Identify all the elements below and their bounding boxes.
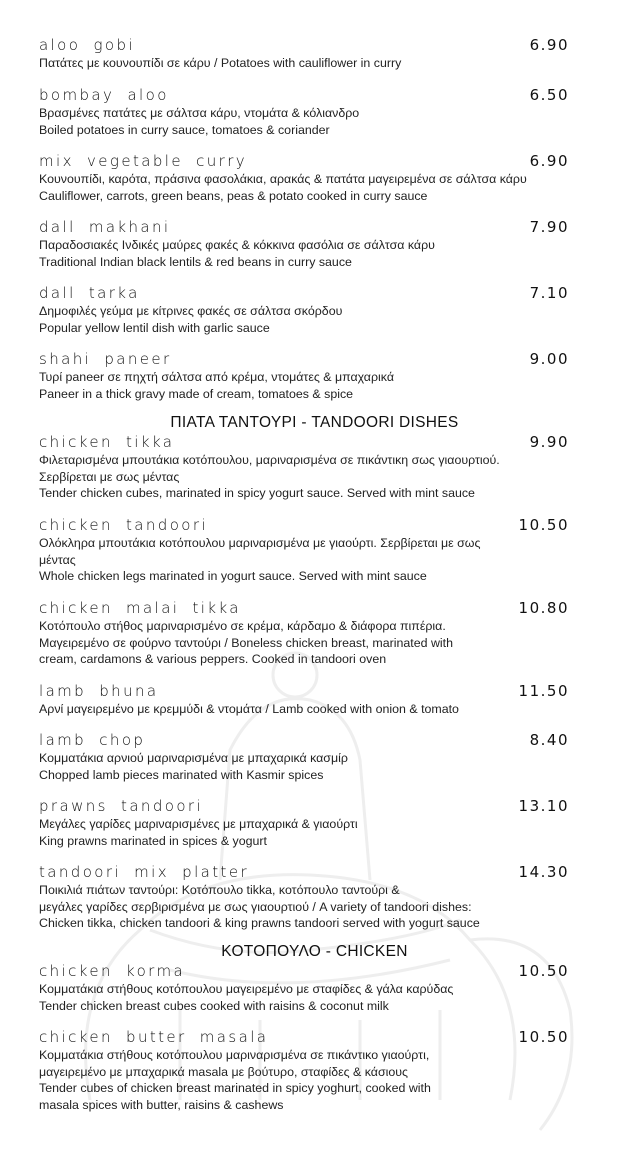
menu-item [39, 797, 569, 849]
item-price: 13.10 [518, 797, 569, 815]
item-name: dall tarka [39, 284, 140, 302]
item-description: Κουνουπίδι, καρότα, πράσινα φασολάκια, αρακάς & πατάτα μαγειρεμένα σε σάλτσα κάρυ [39, 172, 527, 186]
item-price: 10.80 [518, 599, 569, 617]
item-name: bombay aloo [39, 86, 169, 104]
item-description: Popular yellow lentil dish with garlic sauce [39, 320, 270, 335]
section-title-tandoori: ΠΙΑΤΑ ΤΑΝΤΟΥΡΙ - TANDOORI DISHES [170, 414, 459, 431]
menu-item [39, 36, 569, 72]
item-description: Boiled potatoes in curry sauce, tomatoes & coriander [39, 122, 330, 137]
item-description: Κοτόπουλο στήθος μαριναρισμένο σε κρέμα, κάρδαμο & διάφορα πιπέρια. [39, 619, 446, 633]
item-description: Πατάτες με κουνουπίδι σε κάρυ / Potatoes with cauliflower in curry [39, 56, 402, 70]
item-description: Βρασμένες πατάτες με σάλτσα κάρυ, ντομάτα & κόλιανδρο [39, 106, 360, 120]
item-name: dall makhani [39, 218, 171, 236]
item-description: Μαγειρεμένο σε φούρνο ταντούρι / Boneless chicken breast, marinated with [39, 635, 453, 650]
item-name: chicken korma [39, 962, 186, 980]
item-description: masala spices with butter, raisins & cashews [39, 1097, 284, 1112]
menu-item [39, 433, 569, 502]
item-price: 10.50 [518, 962, 569, 980]
menu-item [39, 284, 569, 336]
menu-item [39, 682, 569, 718]
item-name: chicken tandoori [39, 516, 209, 534]
item-description: Paneer in a thick gravy made of cream, tomatoes & spice [39, 386, 354, 401]
item-price: 8.40 [529, 731, 569, 749]
item-description: Traditional Indian black lentils & red beans in curry sauce [39, 254, 352, 269]
item-price: 7.10 [529, 284, 569, 302]
menu-item [39, 1028, 569, 1113]
item-description: Chicken tikka, chicken tandoori & king prawns tandoori served with yogurt sauce [39, 916, 480, 931]
menu-item [39, 962, 569, 1014]
item-description: Tender cubes of chicken breast marinated in spicy yoghurt, cooked with [39, 1081, 431, 1096]
item-name: aloo gobi [39, 36, 135, 54]
item-description: μαγειρεμένο με μπαχαρικά masala με βούτυρο, σταφίδες & κάσιους [39, 1064, 408, 1079]
item-description: Παραδοσιακές Ινδικές μαύρες φακές & κόκκινα φασόλια σε σάλτσα κάρυ [39, 238, 435, 252]
menu-item [39, 350, 569, 402]
item-description: Whole chicken legs marinated in yogurt sauce. Served with mint sauce [39, 569, 427, 584]
item-description: Αρνί μαγειρεμένο με κρεμμύδι & ντομάτα / Lamb cooked with onion & tomato [39, 702, 459, 716]
item-name: lamb chop [39, 731, 146, 749]
item-price: 9.00 [529, 350, 569, 368]
item-price: 6.90 [529, 152, 569, 170]
item-description: King prawns marinated in spices & yogurt [39, 833, 267, 848]
item-price: 7.90 [529, 218, 569, 236]
item-description: Ολόκληρα μπουτάκια κοτόπουλου μαριναρισμένα με γιαούρτι. Σερβίρεται με σως [39, 536, 481, 550]
item-name: mix vegetable curry [39, 152, 248, 170]
item-price: 14.30 [518, 863, 569, 881]
item-description: Δημοφιλές γεύμα με κίτρινες φακές σε σάλτσα σκόρδου [39, 304, 343, 318]
item-description: Ποικιλιά πιάτων ταντούρι: Κοτόπουλο tikka, κοτόπουλο ταντούρι & [39, 883, 400, 897]
item-price: 6.50 [529, 86, 569, 104]
item-description: Κομματάκια αρνιού μαριναρισμένα με μπαχαρικά κασμίρ [39, 751, 348, 765]
menu-item [39, 731, 569, 783]
item-name: tandoori mix platter [39, 863, 250, 881]
item-price: 10.50 [518, 516, 569, 534]
item-description: Κομματάκια στήθους κοτόπουλου μαριναρισμένα σε πικάντικο γιαούρτι, [39, 1048, 430, 1062]
item-price: 6.90 [529, 36, 569, 54]
item-description: Chopped lamb pieces marinated with Kasmir spices [39, 767, 324, 782]
item-description: μέντας [39, 552, 76, 567]
item-description: Φιλεταρισμένα μπουτάκια κοτόπουλου, μαριναρισμένα σε πικάντικη σως γιαουρτιού. [39, 453, 500, 467]
item-description: Tender chicken cubes, marinated in spicy yogurt sauce. Served with mint sauce [39, 486, 475, 501]
item-description: Σερβίρεται με σως μέντας [39, 469, 180, 484]
menu-item [39, 599, 569, 668]
menu-item [39, 86, 569, 138]
item-name: chicken tikka [39, 433, 175, 451]
item-description: Cauliflower, carrots, green beans, peas & potato cooked in curry sauce [39, 188, 428, 203]
item-description: cream, cardamons & various peppers. Cooked in tandoori oven [39, 652, 387, 667]
section-title-chicken: ΚΟΤΟΠΟΥΛΟ - CHICKEN [221, 943, 408, 960]
item-name: chicken butter masala [39, 1028, 269, 1046]
menu-item [39, 218, 569, 270]
menu-item [39, 152, 569, 204]
item-description: Tender chicken breast cubes cooked with raisins & coconut milk [39, 998, 389, 1013]
item-price: 10.50 [518, 1028, 569, 1046]
menu-item [39, 516, 569, 585]
item-description: Τυρί paneer σε πηχτή σάλτσα από κρέμα, ντομάτες & μπαχαρικά [39, 370, 394, 384]
item-price: 9.90 [529, 433, 569, 451]
item-name: chicken malai tikka [39, 599, 241, 617]
item-description: μεγάλες γαρίδες σερβιρισμένα με σως γιαουρτιού / A variety of tandoori dishes: [39, 899, 472, 914]
item-price: 11.50 [518, 682, 569, 700]
item-name: prawns tandoori [39, 797, 204, 815]
item-name: lamb bhuna [39, 682, 159, 700]
item-description: Κομματάκια στήθους κοτόπουλου μαγειρεμένο με σταφίδες & γάλα καρύδας [39, 982, 454, 996]
item-description: Μεγάλες γαρίδες μαριναρισμένες με μπαχαρικά & γιαούρτι [39, 817, 358, 831]
menu-item [39, 863, 569, 932]
item-name: shahi paneer [39, 350, 172, 368]
